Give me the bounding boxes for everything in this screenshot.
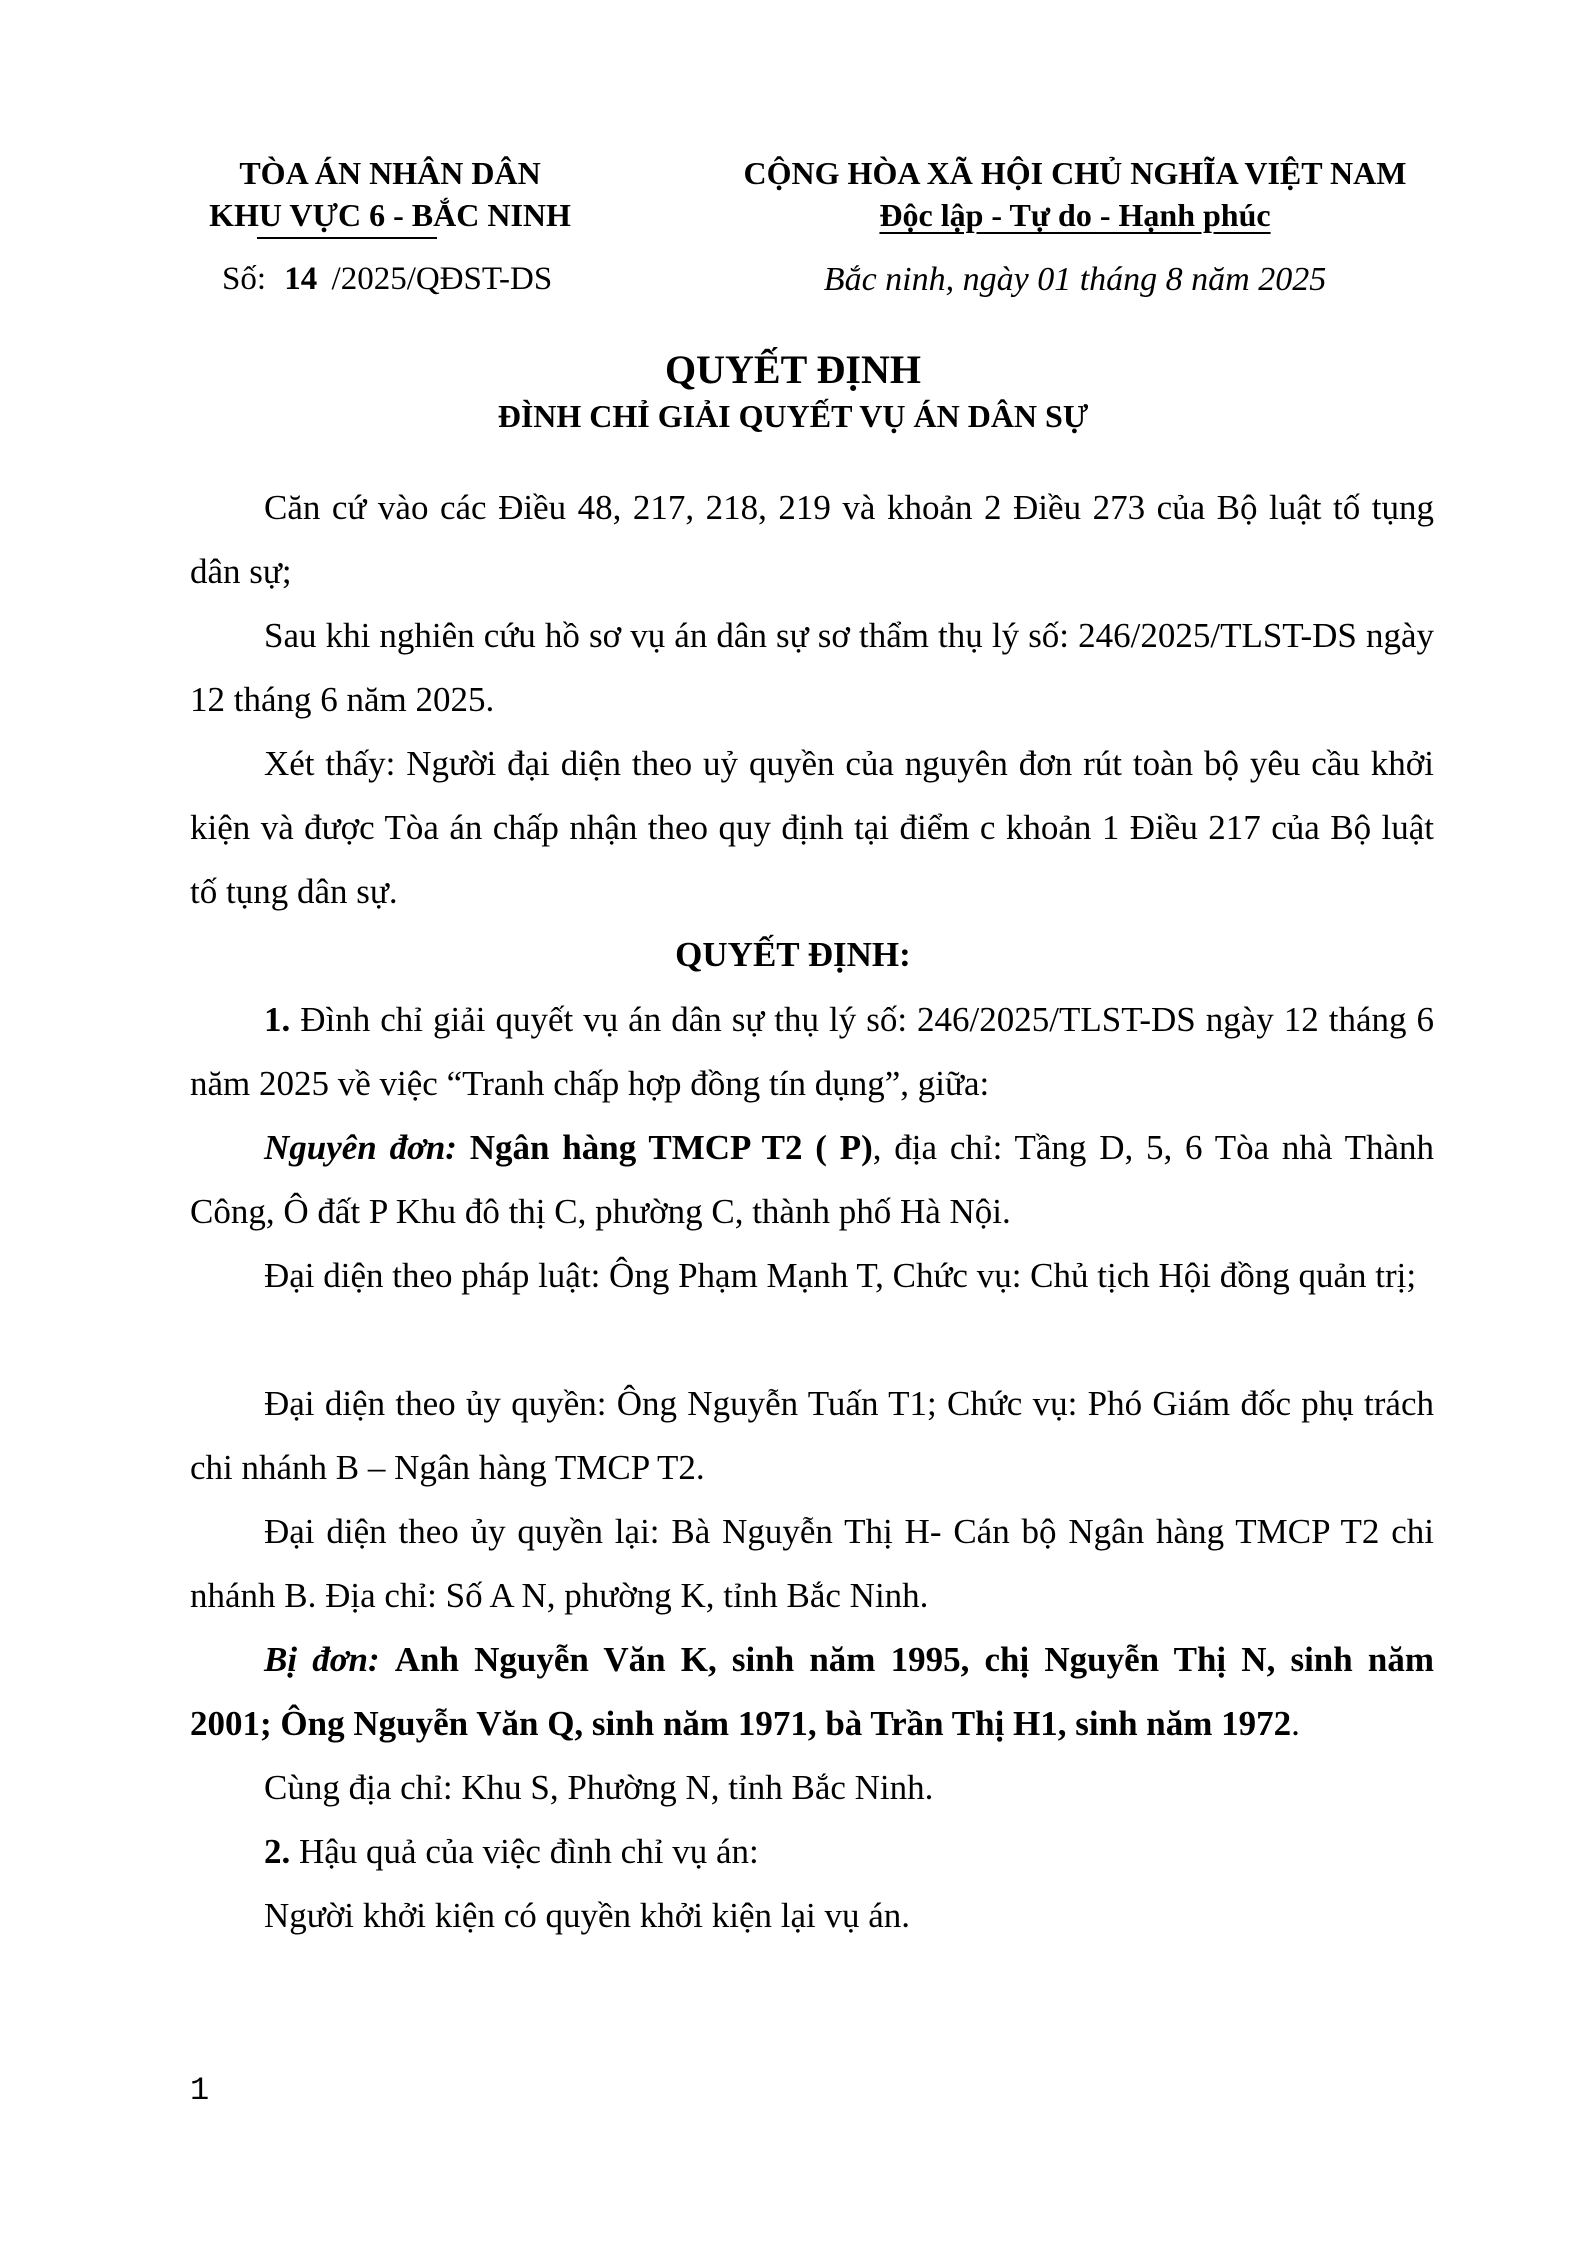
defendant-names: Anh Nguyễn Văn K, sinh năm 1995, chị Nguyễn Thị N, sinh năm 2001; Ông Nguyễn Văn Q, sinh năm 1971, bà Trần Thị H1, sinh năm 1972 xyxy=(190,1640,1435,1743)
document-title: QUYẾT ĐỊNH xyxy=(665,347,921,392)
court-name-underline xyxy=(257,237,437,239)
republic-name: CỘNG HÒA XÃ HỘI CHỦ NGHĨA VIỆT NAM xyxy=(743,155,1407,191)
decision-number-suffix: /2025/QĐST-DS xyxy=(331,261,553,297)
place-and-date: Bắc ninh, ngày 01 tháng 8 năm 2025 xyxy=(823,261,1327,298)
plaintiff-paragraph xyxy=(190,1116,1434,1244)
item-2-number: 2. xyxy=(264,1832,291,1871)
page-number: 1 xyxy=(190,2072,210,2109)
plaintiff-address: , địa chỉ: Tầng D, 5, 6 Tòa nhà Thành Công, Ô đất P Khu đô thị C, phường C, thành phố Hà Nội. xyxy=(190,1128,1435,1231)
plaintiff-name: Ngân hàng TMCP T2 ( P) xyxy=(469,1128,873,1167)
findings-paragraph: Xét thấy: Người đại diện theo uỷ quyền của nguyên đơn rút toàn bộ yêu cầu khởi kiện và được Tòa án chấp nhận theo quy định tại điểm c khoản 1 Điều 217 của Bộ luật tố tụng dân sự. xyxy=(190,744,1434,911)
legal-basis-paragraph: Căn cứ vào các Điều 48, 217, 218, 219 và khoản 2 Điều 273 của Bộ luật tố tụng dân sự; xyxy=(190,488,1434,591)
plaintiff-label: Nguyên đơn: xyxy=(264,1128,457,1167)
re-authorized-representative-paragraph: Đại diện theo ủy quyền lại: Bà Nguyễn Thị H- Cán bộ Ngân hàng TMCP T2 chi nhánh B. Địa chỉ: Số A N, phường K, tỉnh Bắc Ninh. xyxy=(190,1512,1434,1615)
consequence-paragraph: Người khởi kiện có quyền khởi kiện lại vụ án. xyxy=(264,1896,911,1935)
authorized-representative-paragraph: Đại diện theo ủy quyền: Ông Nguyễn Tuấn T1; Chức vụ: Phó Giám đốc phụ trách chi nhánh B – Ngân hàng TMCP T2. xyxy=(190,1384,1434,1487)
case-review-paragraph: Sau khi nghiên cứu hồ sơ vụ án dân sự sơ thẩm thụ lý số: 246/2025/TLST-DS ngày 12 tháng 6 năm 2025. xyxy=(190,616,1434,719)
decision-number-value: 14 xyxy=(284,261,318,297)
legal-representative-paragraph: Đại diện theo pháp luật: Ông Phạm Mạnh T, Chức vụ: Chủ tịch Hội đồng quản trị; xyxy=(264,1256,1417,1295)
court-name-line1: TÒA ÁN NHÂN DÂN xyxy=(239,155,541,191)
common-address-paragraph: Cùng địa chỉ: Khu S, Phường N, tỉnh Bắc Ninh. xyxy=(264,1768,934,1807)
court-name-line2: KHU VỰC 6 - BẮC NINH xyxy=(209,197,571,233)
document-subtitle: ĐÌNH CHỈ GIẢI QUYẾT VỤ ÁN DÂN SỰ xyxy=(497,398,1089,434)
decision-heading: QUYẾT ĐỊNH: xyxy=(675,935,911,974)
item-1-text: Đình chỉ giải quyết vụ án dân sự thụ lý số: 246/2025/TLST-DS ngày 12 tháng 6 năm 2025 về việc “Tranh chấp hợp đồng tín dụng”, giữa: xyxy=(190,1000,1435,1103)
defendant-paragraph xyxy=(190,1628,1434,1756)
defendant-label: Bị đơn: xyxy=(264,1640,380,1679)
item-2-text: Hậu quả của việc đình chỉ vụ án: xyxy=(299,1832,759,1871)
decision-item-1 xyxy=(190,988,1434,1116)
defendant-end: . xyxy=(1291,1704,1300,1743)
national-motto: Độc lập - Tự do - Hạnh phúc xyxy=(879,197,1271,233)
decision-number xyxy=(222,261,552,298)
decision-number-prefix: Số: xyxy=(222,261,267,297)
decision-item-2 xyxy=(190,1820,1434,1884)
item-1-number: 1. xyxy=(264,1000,291,1039)
